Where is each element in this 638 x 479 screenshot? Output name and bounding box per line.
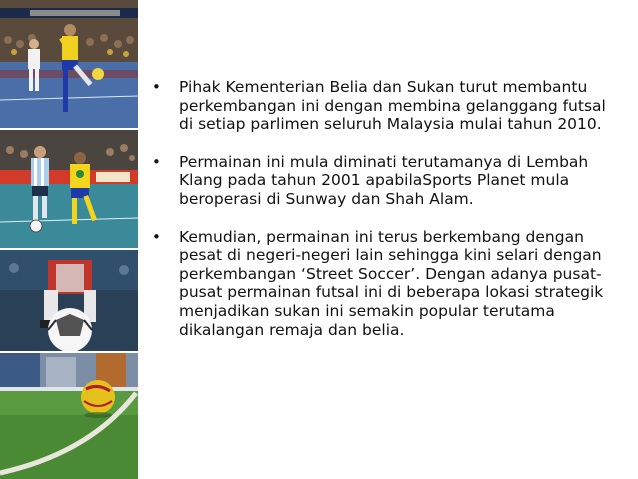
futsal-photo-yellow-player-kicking [0, 0, 138, 128]
bullet-dot-icon: • [152, 152, 161, 171]
bullet-item [152, 78, 622, 134]
futsal-photo-blue-white-vs-yellow [0, 130, 138, 248]
bullet-list [152, 78, 622, 358]
bullet-text: Permainan ini mula diminati terutamanya di Lembah Klang pada tahun 2001 apabilaSports Planet mula beroperasi di Sunway dan Shah Alam. [179, 152, 589, 208]
bullet-text: Kemudian, permainan ini terus berkembang dengan pesat di negeri-negeri lain sehingga kini selari dengan perkembangan ‘Street Soccer’. Dengan adanya pusat-pusat permainan futsal ini di beberapa lokasi strategik menjadikan sukan ini semakin popular terutama dikalangan remaja dan belia. [179, 227, 604, 339]
bullet-text: Pihak Kementerian Belia dan Sukan turut membantu perkembangan ini dengan membina gelanggang futsal di setiap parlimen seluruh Malaysia mulai tahun 2010. [179, 78, 606, 134]
futsal-photo-ball-on-grass [0, 353, 138, 479]
bullet-item [152, 153, 622, 209]
bullet-item [152, 228, 622, 340]
bullet-dot-icon: • [152, 227, 161, 246]
futsal-photo-player-closeup-ball [0, 250, 138, 351]
bullet-dot-icon: • [152, 78, 161, 96]
